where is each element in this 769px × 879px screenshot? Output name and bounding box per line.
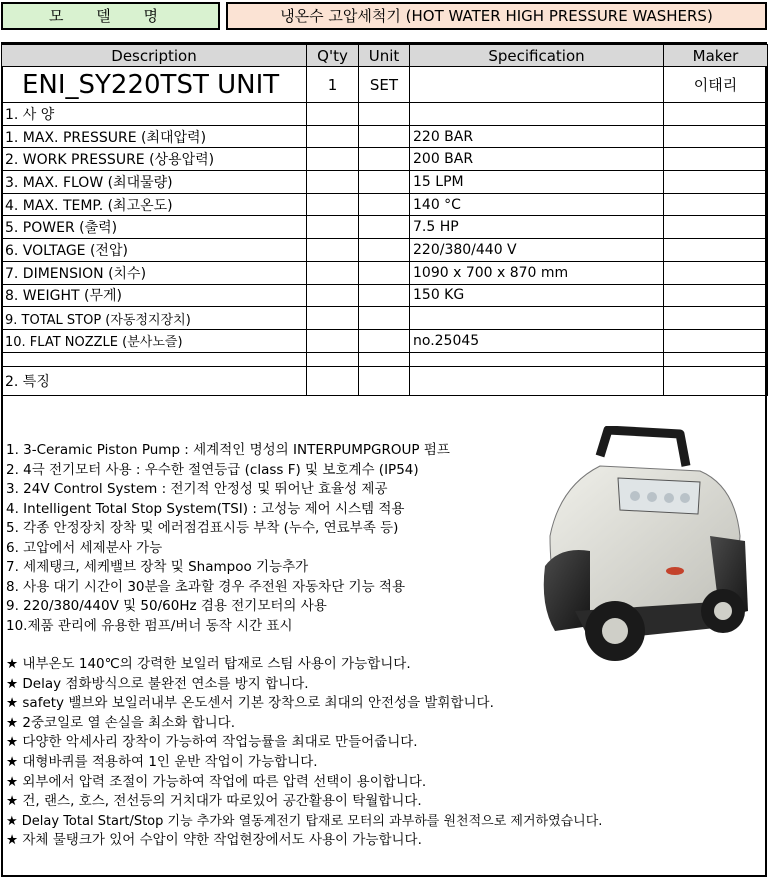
model-label: 모 델 명: [1, 2, 220, 30]
list-item: 10.제품 관리에 유용한 펌프/버너 동작 시간 표시: [6, 617, 293, 634]
table-row: [2, 193, 768, 216]
row-description: 9. TOTAL STOP (자동정지장치): [2, 307, 307, 330]
list-item: ★ 건, 랜스, 호스, 전선등의 거치대가 따로있어 공간활용이 탁월합니다.: [6, 793, 422, 810]
row-description: 2. WORK PRESSURE (상용압력): [2, 148, 307, 171]
section-1-title: 1. 사 양: [2, 103, 307, 126]
model-title: 냉온수 고압세척기 (HOT WATER HIGH PRESSURE WASHERS): [226, 2, 767, 30]
row-description: 4. MAX. TEMP. (최고온도): [2, 193, 307, 216]
row-description: 6. VOLTAGE (전압): [2, 239, 307, 262]
washer-machine-image: [530, 426, 752, 666]
notes-list: [6, 655, 761, 851]
list-item: ★ 내부온도 140℃의 강력한 보일러 탑재로 스팀 사용이 가능합니다.: [6, 656, 411, 672]
col-description: Description: [2, 45, 307, 67]
unit-qty: 1: [307, 67, 359, 103]
list-item: 6. 고압에서 세제분사 가능: [6, 539, 163, 556]
section-2-title: 2. 특징: [2, 366, 307, 395]
list-item: ★ 2중코일로 열 손실을 최소화 합니다.: [6, 714, 236, 731]
row-spec: 150 KG: [410, 284, 664, 307]
table-row: [2, 171, 768, 194]
list-item: ★ 자체 물탱크가 있어 수압이 약한 작업현장에서도 사용이 가능합니다.: [6, 832, 422, 849]
row-spec: 200 BAR: [410, 148, 664, 171]
col-spec: Specification: [410, 45, 664, 67]
list-item: 4. Intelligent Total Stop System(TSI) : 고성능 제어 시스템 적용: [6, 500, 405, 517]
row-description: 5. POWER (출력): [2, 216, 307, 239]
unit-row: [2, 67, 768, 103]
list-item: ★ 외부에서 압력 조절이 가능하여 작업에 따른 압력 선택이 용이합니다.: [6, 773, 427, 790]
list-item: ★ Delay Total Start/Stop 기능 추가와 열동계전기 탑재로 모터의 과부하를 원천적으로 제거하였습니다.: [6, 813, 603, 829]
col-qty: Q'ty: [307, 45, 359, 67]
unit-spec: [410, 67, 664, 103]
unit-unit: SET: [359, 67, 410, 103]
row-spec: 140 °C: [410, 193, 664, 216]
section-1-row: [2, 103, 768, 126]
col-unit: Unit: [359, 45, 410, 67]
table-row: [2, 239, 768, 262]
list-item: ★ safety 밸브와 보일러내부 온도센서 기본 장착으로 최대의 안전성을 발휘합니다.: [6, 695, 494, 712]
list-item: ★ 다양한 악세사리 장착이 가능하여 작업능률을 최대로 만들어줍니다.: [6, 734, 418, 751]
row-description: 10. FLAT NOZZLE (분사노즐): [2, 329, 307, 352]
list-item: ★ 대형바퀴를 적용하여 1인 운반 작업이 가능합니다.: [6, 753, 318, 770]
row-spec: 7.5 HP: [410, 216, 664, 239]
row-description: 8. WEIGHT (무게): [2, 284, 307, 307]
list-item: 2. 4극 전기모터 사용 : 우수한 절연등급 (class F) 및 보호계수 (IP54): [6, 461, 419, 478]
unit-description: ENI_SY220TST UNIT: [2, 67, 307, 103]
table-header-row: [2, 45, 768, 67]
row-spec: no.25045: [410, 329, 664, 352]
spacer-row: [2, 352, 768, 366]
row-spec: 220 BAR: [410, 125, 664, 148]
table-row: [2, 261, 768, 284]
row-spec: 1090 x 700 x 870 mm: [410, 261, 664, 284]
list-item: ★ Delay 점화방식으로 불완전 연소를 방지 합니다.: [6, 675, 309, 692]
row-description: 1. MAX. PRESSURE (최대압력): [2, 125, 307, 148]
table-row: [2, 284, 768, 307]
unit-maker: 이태리: [664, 67, 768, 103]
list-item: 7. 세제탱크, 세케밸브 장착 및 Shampoo 기능추가: [6, 559, 309, 575]
list-item: 5. 각종 안정장치 장착 및 에러점검표시등 부착 (누수, 연료부족 등): [6, 520, 399, 536]
table-row: [2, 148, 768, 171]
row-spec: 15 LPM: [410, 171, 664, 194]
table-row: [2, 125, 768, 148]
spec-table: [1, 44, 768, 396]
row-spec: [410, 307, 664, 330]
table-row: [2, 216, 768, 239]
list-item: 8. 사용 대기 시간이 30분을 초과할 경우 주전원 자동차단 기능 적용: [6, 578, 405, 595]
table-row: [2, 307, 768, 330]
list-item: 9. 220/380/440V 및 50/60Hz 겸용 전기모터의 사용: [6, 598, 327, 614]
feature-list: [6, 441, 536, 636]
row-description: 7. DIMENSION (치수): [2, 261, 307, 284]
col-maker: Maker: [664, 45, 768, 67]
list-item: 3. 24V Control System : 전기적 안정성 및 뛰어난 효율성 제공: [6, 481, 388, 497]
row-description: 3. MAX. FLOW (최대물량): [2, 171, 307, 194]
section-2-row: [2, 366, 768, 395]
row-spec: 220/380/440 V: [410, 239, 664, 262]
list-item: 1. 3-Ceramic Piston Pump : 세계적인 명성의 INTERPUMPGROUP 펌프: [6, 442, 450, 458]
table-row: [2, 329, 768, 352]
